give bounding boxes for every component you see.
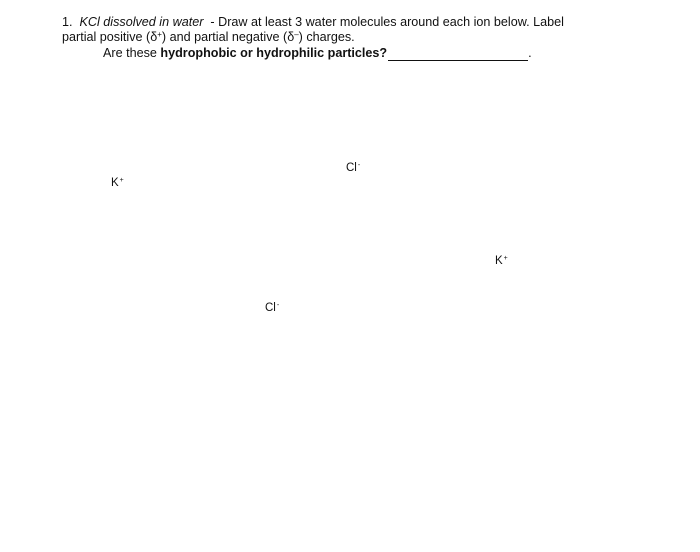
ion-chloride-2 (265, 302, 279, 316)
ion-chloride-1 (346, 162, 360, 176)
delta-plus-superscript: + (157, 30, 162, 39)
question-line-2 (62, 30, 642, 46)
question-instruction: - Draw at least 3 water molecules around each ion below. Label (210, 15, 564, 29)
prompt-end: . (528, 46, 532, 60)
ion-charge: - (276, 302, 280, 309)
prompt-text: Are these (103, 46, 161, 60)
question-topic: KCl dissolved in water (79, 15, 204, 29)
question-number: 1. (62, 15, 73, 29)
ion-charge: + (503, 255, 508, 262)
ion-charge: - (357, 162, 361, 169)
question-line-1 (62, 15, 642, 30)
ion-symbol: K (111, 177, 119, 189)
ion-potassium-2 (495, 255, 508, 269)
ion-symbol: K (495, 255, 503, 267)
ion-charge: + (119, 177, 124, 184)
ion-potassium-1 (111, 177, 124, 191)
line2-part-b: ) and partial negative (δ (161, 30, 295, 44)
delta-minus-superscript: – (294, 30, 299, 39)
answer-blank[interactable] (388, 47, 528, 61)
ion-symbol: Cl (346, 162, 357, 174)
ion-symbol: Cl (265, 302, 276, 314)
line2-part-a: partial positive (δ (62, 30, 158, 44)
question-1 (62, 15, 642, 61)
prompt-bold-text: hydrophobic or hydrophilic particles? (160, 46, 388, 60)
line2-part-c: ) charges. (298, 30, 355, 44)
question-prompt (62, 46, 642, 61)
